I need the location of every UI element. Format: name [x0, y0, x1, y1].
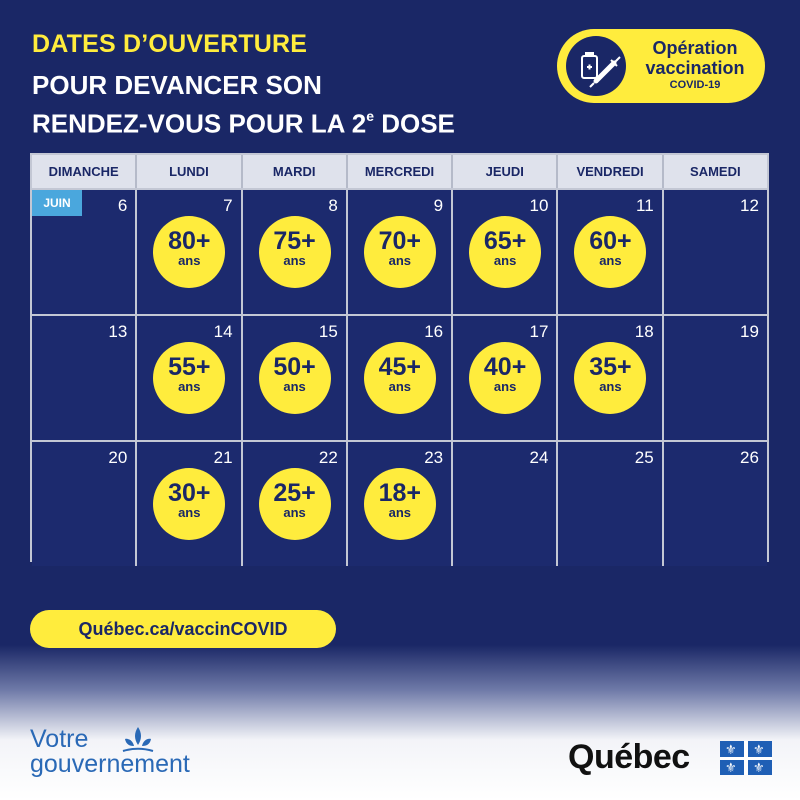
age-group-badge: [259, 468, 331, 540]
calendar-day-cell: [32, 190, 137, 314]
age-group-value: 75+: [273, 227, 316, 255]
subtitle-line-2: [32, 102, 455, 141]
day-number: 19: [740, 322, 759, 341]
age-group-value: 65+: [483, 227, 527, 255]
calendar-day-cell: [243, 190, 348, 314]
calendar-week-row: [32, 188, 767, 314]
weekday-tuesday: MARDI: [243, 155, 348, 188]
day-number: 21: [213, 448, 233, 467]
age-group-value: 70+: [378, 227, 422, 255]
calendar-day-cell: [453, 190, 558, 314]
badge-line-1: Opération: [652, 38, 738, 58]
calendar-day-cell: [558, 316, 663, 440]
subtitle-line-2-prefix: RENDEZ-VOUS POUR LA 2: [32, 108, 367, 139]
calendar-day-cell: [348, 316, 453, 440]
age-unit-label: ans: [283, 379, 306, 394]
badge-line-2: vaccination: [645, 58, 745, 78]
calendar-weekday-header: [32, 155, 767, 188]
calendar-day-cell: [558, 190, 663, 314]
calendar-day-cell: [664, 190, 767, 314]
age-group-value: 55+: [168, 353, 211, 381]
day-number: 25: [634, 448, 654, 467]
day-number: 9: [433, 196, 444, 215]
age-group-badge: [364, 342, 436, 414]
calendar: [30, 153, 769, 562]
day-number: 13: [108, 322, 128, 341]
day-number: 22: [318, 448, 338, 467]
calendar-day-cell: [32, 442, 137, 566]
headline-title: DATES D’OUVERTURE: [32, 30, 308, 58]
subtitle-line-1: POUR DEVANCER SON: [32, 70, 322, 100]
calendar-day-cell: [348, 442, 453, 566]
fleur-de-lis-icon: ⚜: [725, 760, 737, 775]
day-number: 10: [529, 196, 549, 215]
age-unit-label: ans: [599, 253, 622, 268]
calendar-week-row: [32, 440, 767, 566]
day-number: 16: [424, 322, 444, 341]
age-group-value: 18+: [378, 479, 422, 507]
votre-text: Votre: [30, 725, 89, 753]
day-number: 6: [117, 196, 128, 215]
badge-text: [631, 38, 759, 93]
calendar-day-cell: [453, 442, 558, 566]
votre-gouvernement-logo: [30, 727, 190, 777]
calendar-day-cell: [348, 190, 453, 314]
day-number: 7: [223, 196, 233, 215]
calendar-day-cell: [558, 442, 663, 566]
badge-line-3: COVID-19: [669, 79, 721, 91]
vaccine-url-link[interactable]: Québec.ca/vaccinCOVID: [30, 610, 336, 648]
age-unit-label: ans: [178, 379, 201, 394]
vaccine-syringe-icon: [566, 36, 626, 96]
weekday-saturday: SAMEDI: [690, 164, 741, 179]
age-group-value: 45+: [378, 353, 422, 381]
age-group-badge: [364, 468, 436, 540]
day-number: 11: [636, 196, 654, 215]
calendar-day-cell: [243, 316, 348, 440]
subtitle-ordinal-sup: e: [366, 108, 374, 124]
calendar-week-row: [32, 314, 767, 440]
age-unit-label: ans: [178, 253, 201, 268]
age-unit-label: ans: [493, 253, 517, 268]
age-unit-label: ans: [178, 505, 201, 520]
calendar-day-cell: [137, 190, 242, 314]
age-unit-label: ans: [388, 253, 412, 268]
day-number: 17: [529, 322, 549, 341]
calendar-day-cell: [664, 316, 767, 440]
age-unit-label: ans: [493, 379, 517, 394]
calendar-day-cell: [137, 442, 242, 566]
day-number: 24: [529, 448, 549, 467]
age-group-badge: [153, 342, 225, 414]
weekday-wednesday: MERCREDI: [348, 155, 453, 188]
headline-subtitle: [32, 69, 455, 141]
age-group-value: 25+: [273, 479, 316, 507]
age-group-badge: [574, 216, 646, 288]
age-group-value: 60+: [589, 227, 632, 255]
day-number: 15: [318, 322, 338, 341]
weekday-friday: VENDREDI: [558, 155, 663, 188]
calendar-day-cell: [137, 316, 242, 440]
quebec-flag-icon: [720, 741, 772, 775]
flag-cross-vertical: [744, 741, 748, 775]
operation-vaccination-badge: [557, 29, 765, 103]
weekday-monday: LUNDI: [137, 155, 242, 188]
weekday-sunday: DIMANCHE: [32, 155, 137, 188]
month-label: JUIN: [32, 190, 82, 216]
day-number: 26: [740, 448, 759, 467]
age-group-badge: [153, 216, 225, 288]
fleur-de-lis-icon: ⚜: [753, 742, 765, 757]
fleur-de-lis-mark-icon: [121, 725, 155, 755]
age-unit-label: ans: [283, 505, 306, 520]
day-number: 14: [213, 322, 233, 341]
fleur-de-lis-icon: ⚜: [725, 742, 737, 757]
age-group-value: 80+: [168, 227, 211, 255]
quebec-wordmark: Québec: [568, 738, 690, 776]
age-unit-label: ans: [599, 379, 622, 394]
calendar-day-cell: [453, 316, 558, 440]
weekday-thursday: JEUDI: [453, 155, 558, 188]
age-unit-label: ans: [388, 505, 412, 520]
age-group-value: 50+: [273, 353, 316, 381]
age-group-badge: [469, 342, 541, 414]
age-group-badge: [574, 342, 646, 414]
age-group-badge: [259, 342, 331, 414]
age-group-badge: [469, 216, 541, 288]
subtitle-line-2-suffix: DOSE: [373, 108, 455, 139]
fleur-de-lis-icon: ⚜: [753, 760, 765, 775]
age-group-value: 40+: [483, 353, 527, 381]
day-number: 20: [108, 448, 128, 467]
age-group-badge: [259, 216, 331, 288]
age-unit-label: ans: [388, 379, 412, 394]
day-number: 18: [634, 322, 654, 341]
calendar-day-cell: [664, 442, 767, 566]
gouvernement-text: gouvernement: [30, 750, 190, 778]
age-unit-label: ans: [283, 253, 306, 268]
age-group-value: 30+: [168, 479, 211, 507]
day-number: 12: [740, 196, 759, 215]
age-group-value: 35+: [589, 353, 632, 381]
age-group-badge: [364, 216, 436, 288]
day-number: 8: [328, 196, 338, 215]
calendar-day-cell: [243, 442, 348, 566]
age-group-badge: [153, 468, 225, 540]
calendar-day-cell: [32, 316, 137, 440]
calendar-weeks: [32, 188, 767, 566]
day-number: 23: [424, 448, 444, 467]
